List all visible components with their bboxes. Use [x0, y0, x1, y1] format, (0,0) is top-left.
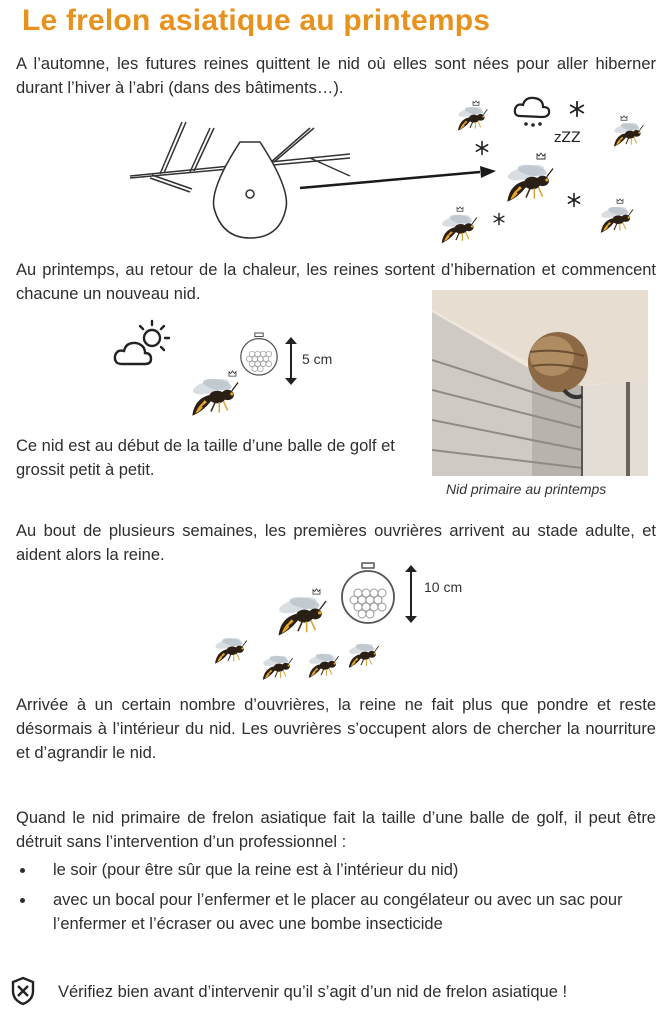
hornet-icon	[206, 632, 250, 668]
golf-paragraph: Ce nid est au début de la taille d’une balle de golf et grossit petit à petit.	[16, 437, 395, 479]
primary-nest-small-icon	[238, 330, 280, 378]
hornet-icon	[606, 116, 646, 152]
cloud-snow-icon	[512, 94, 552, 130]
spring-paragraph: Au printemps, au retour de la chaleur, les reines sortent d’hibernation et commencent chacune un nouveau nid.	[16, 261, 656, 303]
crown-icon	[536, 152, 546, 160]
snowflake-icon	[566, 192, 582, 208]
workers-paragraph: Au bout de plusieurs semaines, les premières ouvrières arrivent au stade adulte, et aident alors la reine.	[16, 522, 656, 564]
crown-icon	[616, 198, 624, 204]
list-item-text: le soir (pour être sûr que la reine est à l’intérieur du nid)	[53, 861, 459, 879]
snowflake-icon	[568, 100, 586, 118]
crown-icon	[312, 588, 321, 595]
sun-cloud-icon	[112, 318, 174, 370]
hornet-queen-icon	[494, 156, 558, 208]
hornet-icon	[432, 208, 480, 248]
hornet-icon	[340, 638, 382, 672]
hornet-icon	[300, 648, 342, 682]
photo-caption: Nid primaire au printemps	[446, 481, 607, 497]
double-arrow-icon	[284, 336, 298, 386]
page-title: Le frelon asiatique au printemps	[22, 4, 491, 37]
hornet-icon	[254, 650, 296, 684]
arrow-icon	[300, 172, 480, 188]
intro-paragraph: A l’automne, les futures reines quittent le nid où elles sont nées pour aller hiberner durant l’hiver à l’abri (dans des bâtiments…).	[16, 55, 656, 97]
method-list	[8, 858, 654, 942]
hornet-icon	[592, 200, 636, 238]
size-label-small: 5 cm	[302, 351, 333, 367]
hornet-queen-icon	[178, 370, 244, 422]
snowflake-icon	[474, 140, 490, 156]
crown-icon	[228, 370, 237, 377]
double-arrow-icon	[404, 564, 418, 624]
crown-icon	[620, 115, 628, 121]
crown-icon	[456, 206, 464, 212]
hornet-queen-icon	[264, 588, 332, 642]
warning-text: Vérifiez bien avant d’intervenir qu’il s’agit d’un nid de frelon asiatique !	[58, 983, 568, 1001]
colony-paragraph: Arrivée à un certain nombre d’ouvrières, la reine ne fait plus que pondre et reste désormais à l’intérieur du nid. Les ouvrières s’occupent alors de chercher la nourriture et d’agrandir le nid.	[16, 696, 656, 762]
list-item-text: avec un bocal pour l’enfermer et le placer au congélateur ou avec un sac pour l’enfermer et l’écraser ou avec une bombe insecticide	[53, 891, 623, 933]
snowflake-icon	[492, 212, 506, 226]
size-label-large: 10 cm	[424, 579, 463, 595]
destroy-paragraph: Quand le nid primaire de frelon asiatique fait la taille d’une balle de golf, il peut être détruit sans l’intervention d’un professionnel :	[16, 809, 656, 851]
primary-nest-large-icon	[338, 560, 398, 626]
sleep-zzz-text: zZZ	[554, 130, 581, 146]
list-item	[8, 858, 654, 882]
crown-icon	[472, 100, 480, 106]
shield-x-icon	[10, 976, 36, 1006]
list-item	[8, 888, 654, 936]
nest-photo	[432, 290, 648, 476]
hornet-icon	[450, 100, 490, 136]
